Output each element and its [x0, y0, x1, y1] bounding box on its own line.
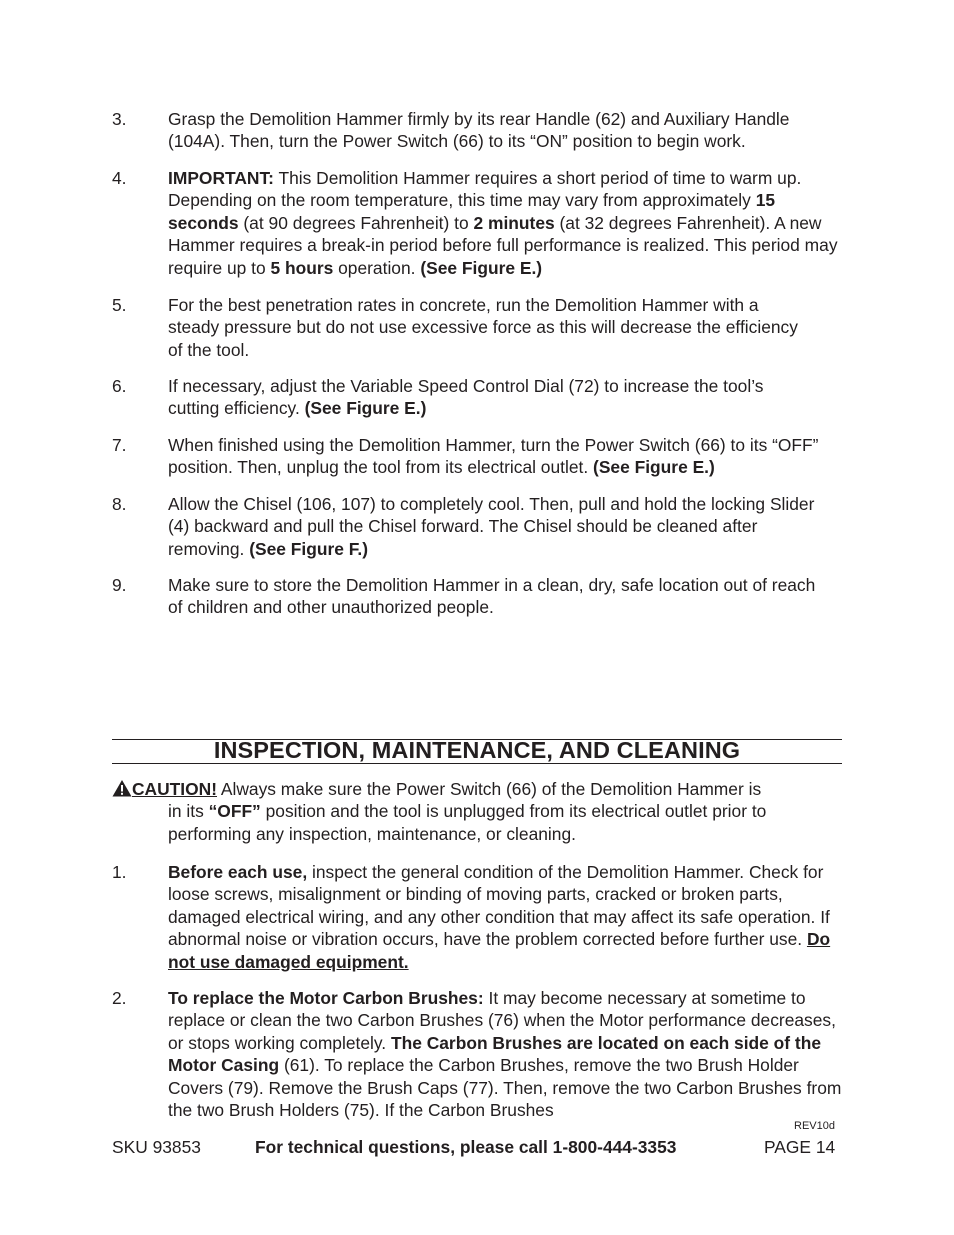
text-run: in its [168, 801, 209, 822]
bold-text-run: (See Figure E.) [304, 398, 427, 419]
step-number: 2. [112, 988, 127, 1008]
caution-first-line [112, 778, 847, 800]
caution-note [112, 778, 847, 845]
bold-text-run: IMPORTANT: [168, 168, 274, 188]
step-number: 6. [112, 376, 127, 396]
footer-tech-support: For technical questions, please call 1-800-444-3353 [255, 1137, 677, 1157]
text-run: operation. [333, 257, 421, 278]
text-run: position and the tool is unplugged from its electrical outlet prior to performing any inspection, maintenance, or cleaning. [168, 801, 767, 844]
step-text [168, 375, 818, 420]
text-run: (61). To replace the Carbon Brushes, remove the two Brush Holder Covers (79). Remove the Brush Caps (77). Then, remove the two Carbon Brushes from the two Brush Holders (75). If the Carbon Brushes [168, 1055, 842, 1121]
maintenance-step-1 [112, 861, 847, 973]
step-text [168, 167, 847, 279]
bold-text-run: “OFF” [208, 801, 261, 822]
text-run: (at 90 degrees Fahrenheit) to [238, 212, 474, 233]
text-run: It may become necessary at sometime to replace or clean the two Carbon Brushes (76) when the Motor performance decreases, or stops working completely. [168, 988, 836, 1053]
bold-text-run: 5 hours [270, 257, 334, 278]
step-8 [112, 493, 847, 560]
section-heading: INSPECTION, MAINTENANCE, AND CLEANING [213, 737, 741, 763]
step-text [168, 108, 847, 153]
text-run: inspect the general condition of the Demolition Hammer. Check for loose screws, misalignment or binding of moving parts, cracked or broken parts, damaged electrical wiring, and any other condition that may affect its safe operation. If abnormal noise or vibration occurs, have the problem corrected before further use. [168, 862, 830, 950]
text-run: Grasp the Demolition Hammer firmly by its rear Handle (62) and Auxiliary Handle (104A). Then, turn the Power Switch (66) to its “ON” position to begin work. [168, 109, 790, 152]
maintenance-step-2 [112, 987, 847, 1121]
step-4 [112, 167, 847, 279]
step-6 [112, 375, 847, 420]
text-run: For the best penetration rates in concrete, run the Demolition Hammer with a steady pressure but do not use excessive force as this will decrease the efficiency of the tool. [168, 295, 798, 360]
bold-text-run: Before each use, [168, 862, 308, 882]
footer-page-number: PAGE 14 [764, 1137, 836, 1157]
caution-rest [168, 800, 828, 845]
revision-code: REV10d [794, 1120, 835, 1132]
bold-text-run: 2 minutes [473, 212, 555, 233]
step-text [168, 987, 843, 1121]
warning-triangle-icon [112, 779, 132, 797]
step-number: 7. [112, 435, 127, 455]
step-number: 4. [112, 168, 127, 188]
caution-line-1: Always make sure the Power Switch (66) of the Demolition Hammer is [217, 779, 762, 799]
section-heading-rules [112, 739, 842, 764]
step-number: 9. [112, 575, 127, 595]
text-run: If necessary, adjust the Variable Speed Control Dial (72) to increase the tool’s cutting efficiency. [168, 376, 764, 419]
step-text [168, 294, 798, 361]
bold-text-run: The Carbon Brushes are located on each side of the Motor Casing [168, 1032, 821, 1076]
step-9 [112, 574, 847, 619]
step-number: 1. [112, 862, 127, 882]
footer-sku: SKU 93853 [112, 1137, 201, 1157]
text-run: Allow the Chisel (106, 107) to completely cool. Then, pull and hold the locking Slider (4) backward and pull the Chisel forward. The Chisel should be cleaned after removing. [168, 494, 815, 559]
bold-text-run: Do not use damaged equipment. [168, 929, 831, 972]
caution-label: CAUTION! [132, 779, 218, 799]
text-run: When finished using the Demolition Hammer, turn the Power Switch (66) to its “OFF” position. Then, unplug the tool from its electrical outlet. [168, 435, 819, 478]
bold-text-run: (See Figure F.) [249, 538, 369, 559]
step-number: 5. [112, 295, 127, 315]
bold-text-run: (See Figure E.) [593, 457, 715, 478]
step-3 [112, 108, 847, 153]
step-number: 3. [112, 109, 127, 129]
bold-text-run: (See Figure E.) [420, 257, 543, 278]
text-run: This Demolition Hammer requires a short period of time to warm up. Depending on the room temperature, this time may vary from approximately [168, 168, 802, 211]
step-text [168, 861, 833, 973]
text-run: Make sure to store the Demolition Hammer in a clean, dry, safe location out of reach of children and other unauthorized people. [168, 575, 816, 618]
step-text [168, 574, 828, 619]
text-run: (at 32 degrees Fahrenheit). A new Hammer requires a break-in period before full performance is realized. This period may require up to [168, 212, 838, 278]
bold-text-run: To replace the Motor Carbon Brushes: [168, 988, 484, 1008]
step-7 [112, 434, 847, 479]
step-5 [112, 294, 847, 361]
step-text [168, 493, 828, 560]
step-number: 8. [112, 494, 127, 514]
bold-text-run: 15 seconds [168, 190, 776, 233]
step-text [168, 434, 828, 479]
